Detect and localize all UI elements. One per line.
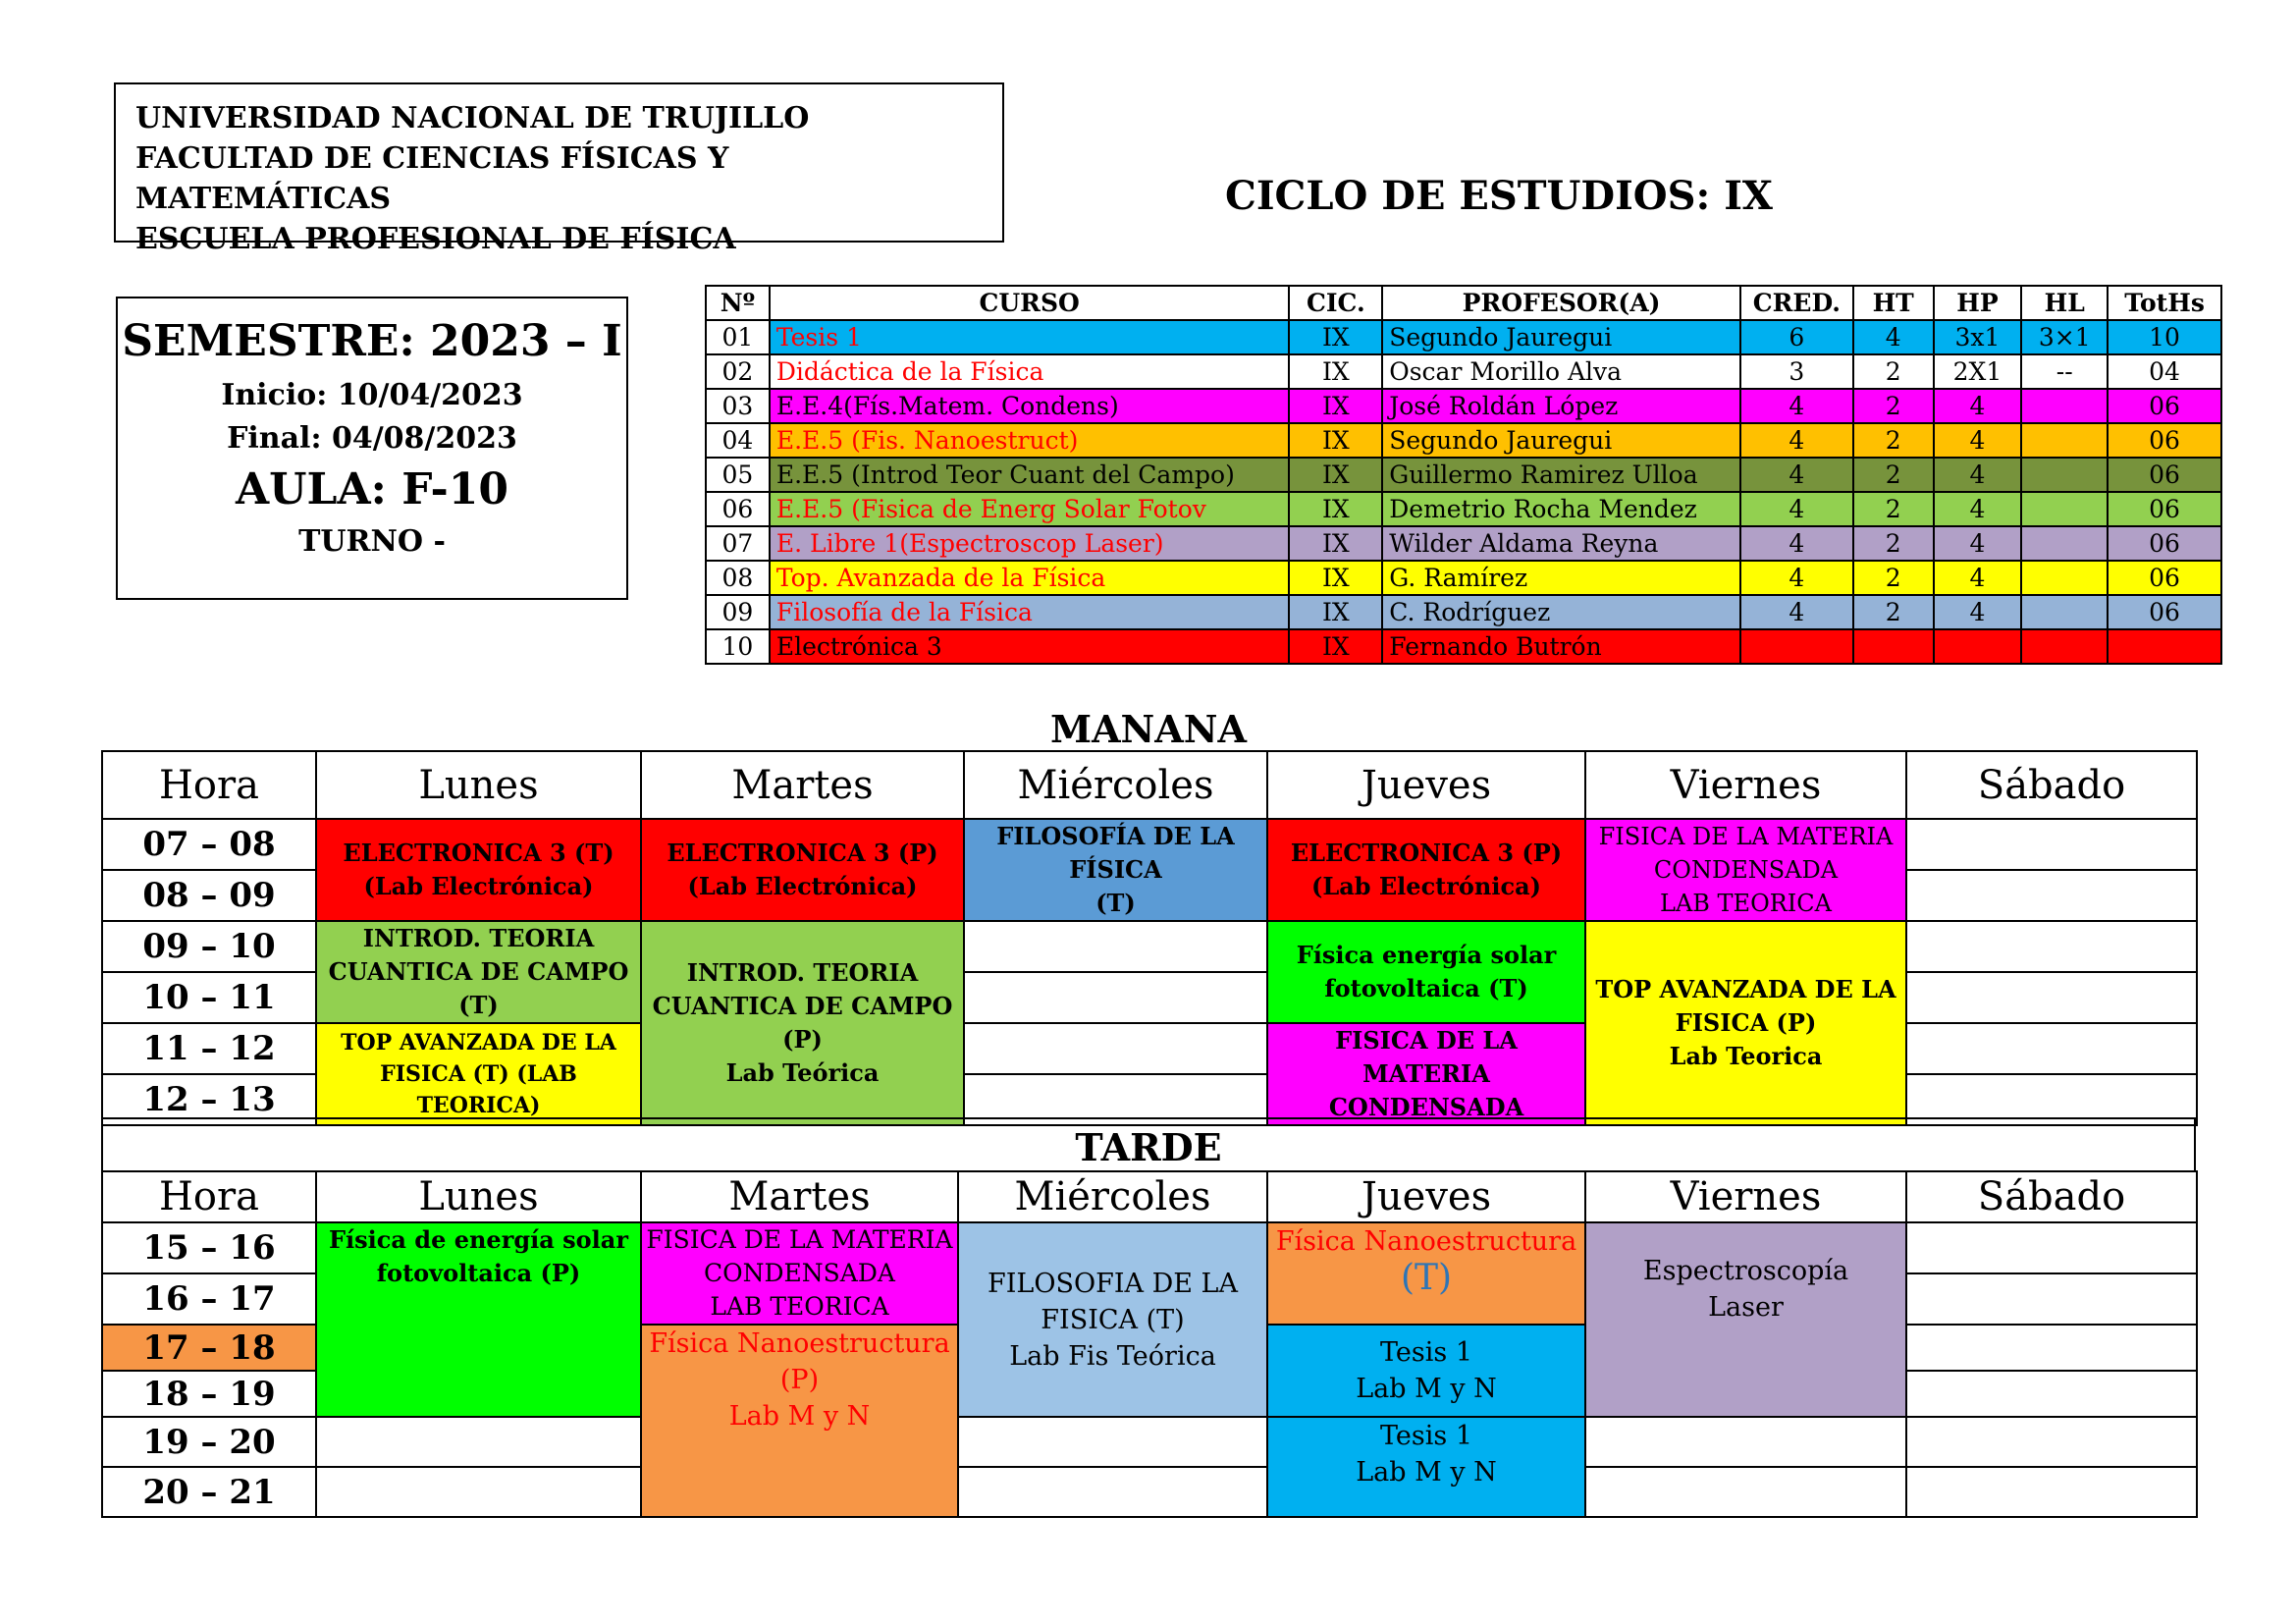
course-number: 08 [706,561,770,595]
semester-title: SEMESTRE: 2023 – I [122,316,622,366]
hour-header: Hora [102,751,316,819]
afternoon-day-header [102,1171,2197,1222]
course-ht: 2 [1853,561,1934,595]
course-credits: 4 [1740,389,1853,423]
hour-slot: 12 – 13 [102,1074,316,1125]
course-name: Didáctica de la Física [770,354,1290,389]
course-row [706,629,2221,664]
col-course: CURSO [770,286,1290,320]
class-line: fotovoltaica (T) [1324,974,1528,1002]
course-cycle: IX [1289,354,1382,389]
class-line: INTROD. TEORIA [686,958,919,987]
class-line: (Lab Electrónica) [363,872,594,900]
class-line: ELECTRONICA 3 (T) [343,839,614,867]
class-line: FÍSICA [1069,855,1162,884]
course-professor: Oscar Morillo Alva [1382,354,1740,389]
empty-slot [1906,1371,2197,1417]
morning-schedule [101,750,2198,1126]
class-block [1585,819,1906,921]
empty-slot [958,1467,1267,1517]
class-line: FISICA (T) (LAB TEORICA) [380,1061,577,1118]
course-hl [2021,492,2108,526]
class-block [316,1023,641,1125]
hour-slot: 10 – 11 [102,972,316,1023]
class-line: (T) [1095,889,1136,917]
course-table-header [706,286,2221,320]
hour-slot: 07 – 08 [102,819,316,870]
empty-slot [1585,1417,1906,1467]
course-hl [2021,595,2108,629]
hour-slot: 08 – 09 [102,870,316,921]
hour-slot: 17 – 18 [102,1325,316,1371]
course-professor: Segundo Jauregui [1382,320,1740,354]
class-line: TOP AVANZADA DE LA [341,1030,616,1056]
empty-slot [1906,921,2197,972]
course-credits: 4 [1740,595,1853,629]
class-line: CUANTICA DE CAMPO [652,992,953,1020]
course-number: 02 [706,354,770,389]
class-line: Lab Fis Teórica [1009,1340,1216,1372]
course-credits: 6 [1740,320,1853,354]
course-credits: 4 [1740,423,1853,458]
class-line: Física de energía solar [329,1225,628,1254]
empty-slot [964,972,1267,1023]
class-block [1267,1222,1585,1325]
course-cycle: IX [1289,629,1382,664]
course-hl: -- [2021,354,2108,389]
course-ht: 2 [1853,526,1934,561]
course-total: 04 [2108,354,2221,389]
course-ht: 2 [1853,595,1934,629]
course-credits: 4 [1740,492,1853,526]
class-line: LAB TEORICA [710,1292,889,1321]
empty-slot [1906,972,2197,1023]
course-cycle: IX [1289,492,1382,526]
class-line: fotovoltaica (P) [376,1259,581,1287]
class-line: FISICA (T) [1041,1304,1185,1335]
start-date: Inicio: 10/04/2023 [221,378,523,412]
course-hp [1934,629,2022,664]
course-cycle: IX [1289,389,1382,423]
course-name: Electrónica 3 [770,629,1290,664]
class-line: Lab M y N [1356,1457,1497,1488]
course-row [706,354,2221,389]
class-line: Lab Teorica [1669,1042,1823,1070]
day-friday: Viernes [1585,751,1906,819]
course-total: 06 [2108,492,2221,526]
course-number: 10 [706,629,770,664]
course-credits: 3 [1740,354,1853,389]
class-line: Espectroscopía [1642,1256,1849,1286]
course-hp: 3x1 [1934,320,2022,354]
empty-slot [1906,1467,2197,1517]
class-block [641,1325,958,1517]
class-block [1267,1325,1585,1417]
class-line: FISICA (P) [1675,1008,1817,1037]
morning-day-header [102,751,2197,819]
course-professor: Demetrio Rocha Mendez [1382,492,1740,526]
class-line: FISICA DE LA MATERIA [1335,1026,1518,1088]
course-hl [2021,458,2108,492]
class-line: (Lab Electrónica) [687,872,918,900]
class-line: ELECTRONICA 3 (P) [667,839,938,867]
shift: TURNO - [298,524,446,559]
course-number: 03 [706,389,770,423]
class-line: INTROD. TEORIA [362,924,595,952]
class-line: (T) [458,991,499,1019]
course-ht: 4 [1853,320,1934,354]
empty-slot [1906,1325,2197,1371]
course-name: E.E.5 (Fisica de Energ Solar Fotov [770,492,1290,526]
course-ht: 2 [1853,354,1934,389]
class-line: CONDENSADA [1328,1093,1524,1121]
course-hp: 4 [1934,389,2022,423]
day-friday: Viernes [1585,1171,1906,1222]
course-row [706,423,2221,458]
class-block [641,921,964,1125]
course-hp: 4 [1934,492,2022,526]
class-line: FILOSOFÍA DE LA [996,822,1235,850]
class-block [1267,1023,1585,1125]
course-name: E.E.5 (Fis. Nanoestruct) [770,423,1290,458]
class-type: (P) [779,1365,820,1395]
course-number: 01 [706,320,770,354]
course-hl [2021,423,2108,458]
course-hl [2021,629,2108,664]
course-row [706,526,2221,561]
course-credits: 4 [1740,561,1853,595]
class-line: (Lab Electrónica) [1310,872,1542,900]
course-credits: 4 [1740,458,1853,492]
course-hp: 4 [1934,423,2022,458]
afternoon-schedule [101,1170,2198,1518]
course-row [706,389,2221,423]
class-block [316,1222,641,1417]
day-tuesday: Martes [641,1171,958,1222]
empty-slot [1906,1023,2197,1074]
class-type: (T) [1400,1258,1453,1298]
course-row [706,492,2221,526]
class-block [1267,921,1585,1023]
end-date: Final: 04/08/2023 [227,421,517,456]
course-hp: 4 [1934,595,2022,629]
col-hl: HL [2021,286,2108,320]
col-total: TotHs [2108,286,2221,320]
university-name: UNIVERSIDAD NACIONAL DE TRUJILLO [135,101,810,135]
class-line: CUANTICA DE CAMPO [328,957,629,986]
day-thursday: Jueves [1267,1171,1585,1222]
course-number: 07 [706,526,770,561]
class-line: Laser [1708,1292,1784,1323]
institution-header [114,82,1004,256]
col-hp: HP [1934,286,2022,320]
course-professor: Segundo Jauregui [1382,423,1740,458]
col-number: Nº [706,286,770,320]
course-professor: Guillermo Ramirez Ulloa [1382,458,1740,492]
class-line: Lab Teórica [725,1058,880,1087]
hour-slot: 09 – 10 [102,921,316,972]
course-total [2108,629,2221,664]
afternoon-title: TARDE [1075,1125,1222,1169]
course-total: 06 [2108,595,2221,629]
course-row [706,458,2221,492]
classroom: AULA: F-10 [236,464,508,514]
course-credits [1740,629,1853,664]
semester-box [116,297,628,600]
class-line: Lab M y N [1356,1374,1497,1404]
class-line: TOP AVANZADA DE LA [1595,975,1896,1003]
class-block [1267,819,1585,921]
empty-slot [1906,1273,2197,1325]
course-row [706,595,2221,629]
col-ht: HT [1853,286,1934,320]
hour-slot: 19 – 20 [102,1417,316,1467]
class-title: Física Nanoestructura [649,1328,950,1359]
empty-slot [1906,1222,2197,1273]
course-row [706,320,2221,354]
class-line: Física energía solar [1296,941,1557,969]
col-cycle: CIC. [1289,286,1382,320]
class-line: ELECTRONICA 3 (P) [1290,839,1563,867]
course-table [705,285,2222,665]
empty-slot [1906,819,2197,870]
course-total: 06 [2108,458,2221,492]
class-line: LAB TEORICA [1660,890,1832,917]
class-line: FILOSOFIA DE LA [988,1268,1238,1299]
class-block [1267,1417,1585,1517]
course-ht: 2 [1853,458,1934,492]
morning-title: MANANA [1050,707,1247,751]
day-wednesday: Miércoles [958,1171,1267,1222]
class-line: FISICA DE LA MATERIA [1598,823,1894,850]
course-hl [2021,389,2108,423]
course-total: 06 [2108,423,2221,458]
course-total: 10 [2108,320,2221,354]
day-saturday: Sábado [1906,1171,2197,1222]
class-line: FISICA DE LA MATERIA [646,1225,953,1254]
empty-slot [1585,1467,1906,1517]
hour-slot: 20 – 21 [102,1467,316,1517]
course-hl [2021,561,2108,595]
course-cycle: IX [1289,595,1382,629]
course-professor: G. Ramírez [1382,561,1740,595]
course-professor: Fernando Butrón [1382,629,1740,664]
course-total: 06 [2108,526,2221,561]
empty-slot [964,921,1267,972]
hour-header: Hora [102,1171,316,1222]
course-name: E.E.4(Fís.Matem. Condens) [770,389,1290,423]
course-professor: Wilder Aldama Reyna [1382,526,1740,561]
day-wednesday: Miércoles [964,751,1267,819]
course-cycle: IX [1289,526,1382,561]
course-professor: C. Rodríguez [1382,595,1740,629]
course-name: E. Libre 1(Espectroscop Laser) [770,526,1290,561]
course-hp: 2X1 [1934,354,2022,389]
course-hp: 4 [1934,526,2022,561]
course-row [706,561,2221,595]
course-number: 06 [706,492,770,526]
class-line: Tesis 1 [1380,1421,1472,1451]
day-tuesday: Martes [641,751,964,819]
cycle-title: CICLO DE ESTUDIOS: IX [1225,173,1773,219]
day-monday: Lunes [316,751,641,819]
course-total: 06 [2108,389,2221,423]
class-block [958,1222,1267,1417]
course-hp: 4 [1934,458,2022,492]
class-line: (P) [782,1025,823,1054]
class-room: Lab M y N [728,1401,871,1432]
course-hp: 4 [1934,561,2022,595]
course-ht: 2 [1853,492,1934,526]
col-professor: PROFESOR(A) [1382,286,1740,320]
course-credits: 4 [1740,526,1853,561]
course-hl [2021,526,2108,561]
course-name: E.E.5 (Introd Teor Cuant del Campo) [770,458,1290,492]
empty-slot [316,1417,641,1467]
class-block [641,819,964,921]
class-block [964,819,1267,921]
course-cycle: IX [1289,561,1382,595]
course-ht: 2 [1853,389,1934,423]
class-block [316,819,641,921]
empty-slot [316,1467,641,1517]
course-cycle: IX [1289,423,1382,458]
empty-slot [958,1417,1267,1467]
course-number: 04 [706,423,770,458]
empty-slot [1906,1417,2197,1467]
class-block [641,1222,958,1325]
school-name: ESCUELA PROFESIONAL DE FÍSICA [135,222,736,256]
class-block [1585,921,1906,1125]
empty-slot [964,1023,1267,1074]
empty-slot [1906,870,2197,921]
course-name: Top. Avanzada de la Física [770,561,1290,595]
course-ht [1853,629,1934,664]
day-thursday: Jueves [1267,751,1585,819]
class-block [1585,1222,1906,1417]
afternoon-title-frame [101,1117,2196,1172]
class-title: Física Nanoestructura [1275,1226,1577,1257]
class-line: CONDENSADA [704,1259,895,1287]
course-name: Filosofía de la Física [770,595,1290,629]
hour-slot: 16 – 17 [102,1273,316,1325]
class-block [316,921,641,1023]
course-cycle: IX [1289,458,1382,492]
course-cycle: IX [1289,320,1382,354]
class-line: Tesis 1 [1380,1337,1472,1368]
course-number: 05 [706,458,770,492]
class-line: CONDENSADA [1653,856,1839,884]
day-monday: Lunes [316,1171,641,1222]
course-ht: 2 [1853,423,1934,458]
hour-slot: 15 – 16 [102,1222,316,1273]
course-total: 06 [2108,561,2221,595]
course-professor: José Roldán López [1382,389,1740,423]
course-number: 09 [706,595,770,629]
hour-slot: 18 – 19 [102,1371,316,1417]
course-name: Tesis 1 [770,320,1290,354]
course-hl: 3×1 [2021,320,2108,354]
day-saturday: Sábado [1906,751,2197,819]
faculty-name: FACULTAD DE CIENCIAS FÍSICAS Y MATEMÁTICAS [135,141,729,216]
col-credits: CRED. [1740,286,1853,320]
hour-slot: 11 – 12 [102,1023,316,1074]
